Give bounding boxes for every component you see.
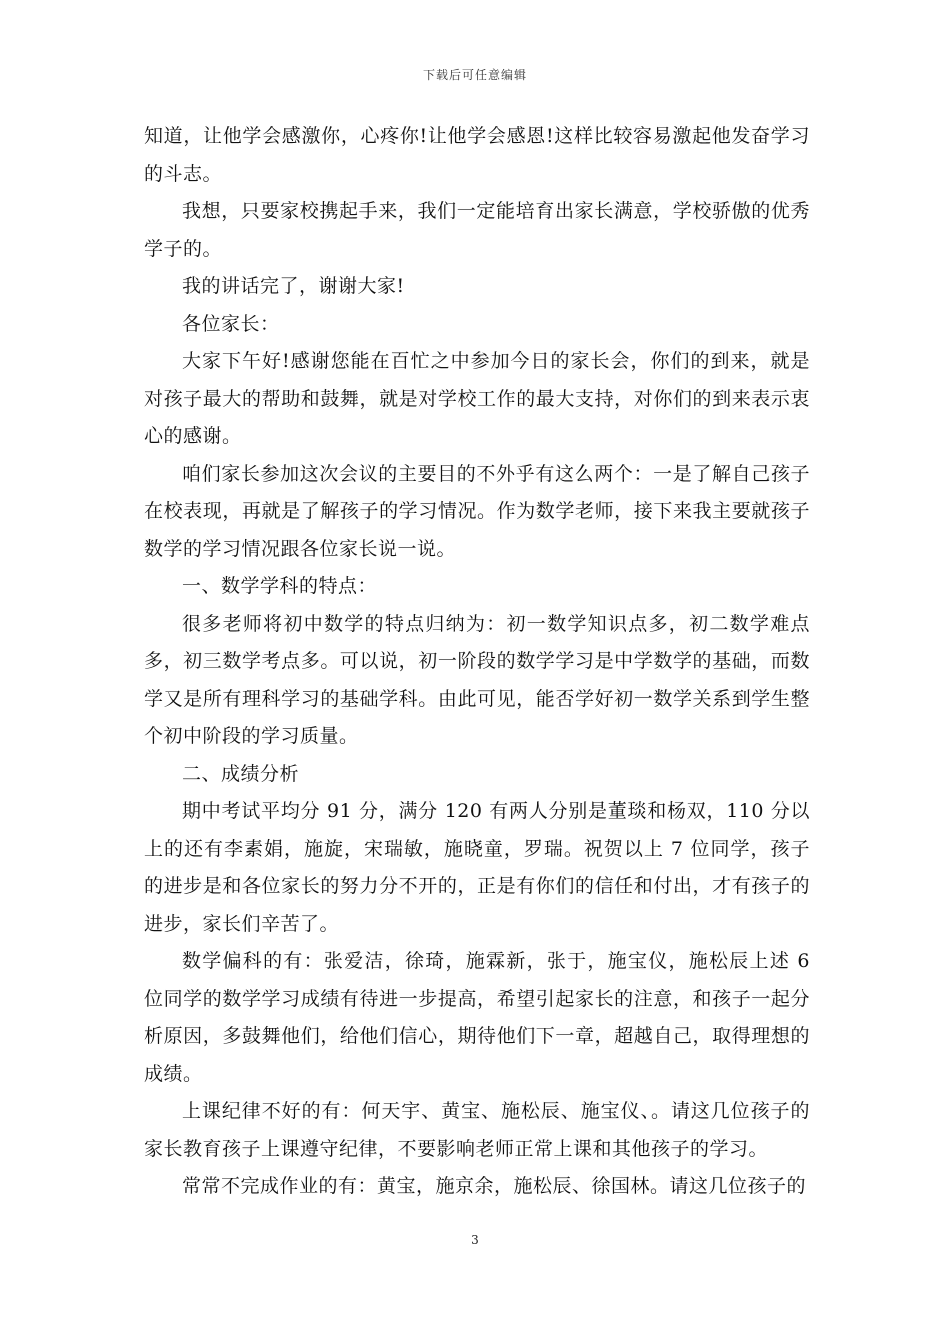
paragraph: 我想，只要家校携起手来，我们一定能培育出家长满意，学校骄傲的优秀学子的。 <box>144 200 810 260</box>
section-heading: 二、成绩分析 <box>182 762 300 785</box>
paragraph: 咱们家长参加这次会议的主要目的不外乎有这么两个：一是了解自己孩子在校表现，再就是了解孩子的学习情况。作为数学老师，接下来我主要就孩子数学的学习情况跟各位家长说一说。 <box>144 462 810 560</box>
page-number: 3 <box>471 1233 479 1247</box>
section-heading: 一、数学学科的特点： <box>182 575 378 597</box>
paragraph: 数学偏科的有：张爱洁，徐琦，施霖新，张于，施宝仪，施松辰上述 6 位同学的数学学习成绩有待进一步提高，希望引起家长的注意，和孩子一起分析原因，多鼓舞他们，给他们信心，期待他们下一章，超越自己，取得理想的成绩。 <box>144 950 810 1085</box>
paragraph: 大家下午好!感谢您能在百忙之中参加今日的家长会，你们的到来，就是对孩子最大的帮助和鼓舞，就是对学校工作的最大支持，对你们的到来表示衷心的感谢。 <box>144 350 810 447</box>
paragraph: 很多老师将初中数学的特点归纳为：初一数学知识点多，初二数学难点多，初三数学考点多。可以说，初一阶段的数学学习是中学数学的基础，而数学又是所有理科学习的基础学科。由此可见，能否学好初一数学关系到学生整个初中阶段的学习质量。 <box>144 612 810 747</box>
paragraph-continuation: 知道，让他学会感激你，心疼你!让他学会感恩!这样比较容易激起他发奋学习的斗志。 <box>144 125 810 185</box>
paragraph: 上课纪律不好的有：何天宇、黄宝、施松辰、施宝仪、。请这几位孩子的家长教育孩子上课遵守纪律，不要影响老师正常上课和其他孩子的学习。 <box>144 1100 810 1160</box>
paragraph: 常常不完成作业的有：黄宝，施京余，施松辰、徐国林。请这几位孩子的 <box>182 1175 807 1197</box>
header-note: 下载后可任意编辑 <box>422 68 527 82</box>
paragraph: 我的讲话完了，谢谢大家! <box>182 275 405 297</box>
salutation: 各位家长： <box>182 312 280 335</box>
paragraph: 期中考试平均分 91 分，满分 120 有两人分别是董琰和杨双，110 分以上的还有李素娟，施旋，宋瑞敏，施晓童，罗瑞。祝贺以上 7 位同学，孩子的进步是和各位家长的努力分不开的，正是有你们的信任和付出，才有孩子的进步，家长们辛苦了。 <box>144 800 810 935</box>
document-body <box>144 118 810 1206</box>
